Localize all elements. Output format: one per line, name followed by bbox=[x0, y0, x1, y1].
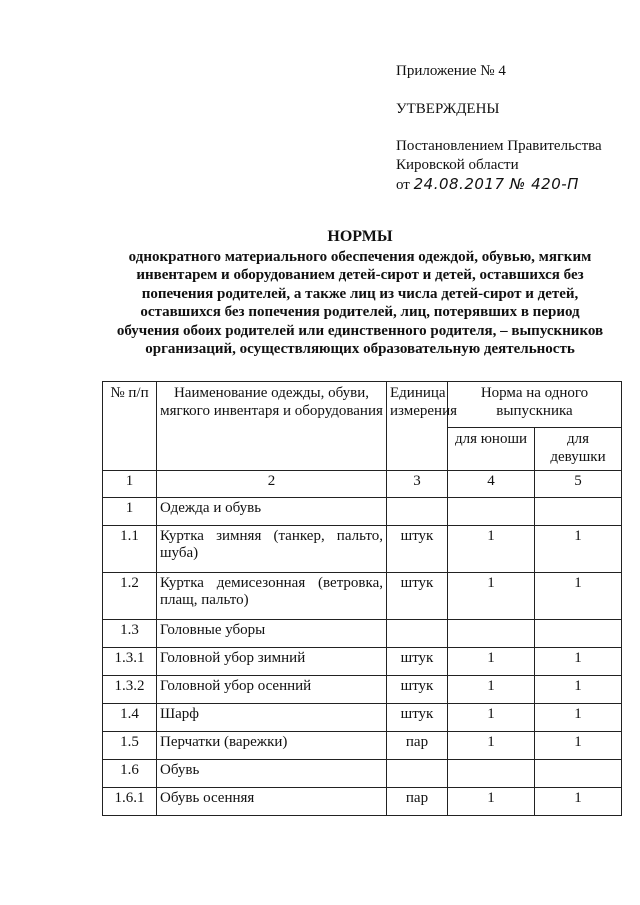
norms-table bbox=[102, 381, 622, 816]
row-name: Обувь bbox=[157, 760, 387, 788]
table-row bbox=[103, 498, 622, 526]
row-unit bbox=[387, 760, 448, 788]
approval-block bbox=[396, 62, 632, 195]
decree-line-2: Кировской области bbox=[396, 157, 519, 173]
row-name: Перчатки (варежки) bbox=[157, 732, 387, 760]
index-cell: 2 bbox=[157, 471, 387, 498]
row-num: 1.3.2 bbox=[103, 676, 157, 704]
row-girls: 1 bbox=[535, 788, 622, 816]
approved-label: УТВЕРЖДЕНЫ bbox=[396, 101, 500, 117]
row-unit: штук bbox=[387, 704, 448, 732]
row-unit bbox=[387, 620, 448, 648]
index-cell: 5 bbox=[535, 471, 622, 498]
row-num: 1.6.1 bbox=[103, 788, 157, 816]
column-index-row bbox=[103, 471, 622, 498]
row-name: Куртка зимняя (танкер, пальто, шуба) bbox=[157, 526, 387, 573]
row-boys bbox=[448, 620, 535, 648]
row-unit bbox=[387, 498, 448, 526]
subtitle-line: однократного материального обеспечения одеждой, обувью, мягким bbox=[128, 248, 592, 265]
row-num: 1.3 bbox=[103, 620, 157, 648]
table-row bbox=[103, 648, 622, 676]
index-cell: 3 bbox=[387, 471, 448, 498]
row-girls bbox=[535, 620, 622, 648]
subtitle-line: обучения обоих родителей или единственного родителя, – выпускников bbox=[116, 322, 604, 339]
row-unit: штук bbox=[387, 526, 448, 573]
header-girls: для девушки bbox=[535, 427, 622, 470]
row-girls: 1 bbox=[535, 704, 622, 732]
subtitle-line: инвентарем и оборудованием детей-сирот и детей, оставшихся без bbox=[136, 267, 584, 283]
row-unit: пар bbox=[387, 732, 448, 760]
index-cell: 1 bbox=[103, 471, 157, 498]
document-heading bbox=[100, 228, 620, 359]
header-boys: для юноши bbox=[448, 427, 535, 470]
row-name: Головной убор осенний bbox=[157, 676, 387, 704]
row-num: 1.6 bbox=[103, 760, 157, 788]
appendix-label: Приложение № 4 bbox=[396, 63, 506, 79]
header-name: Наименование одежды, обуви, мягкого инвентаря и оборудования bbox=[157, 382, 387, 471]
subtitle-line: оставшихся без попечения родителей, лиц, потерявших в период bbox=[140, 304, 580, 320]
row-boys: 1 bbox=[448, 526, 535, 573]
row-unit: штук bbox=[387, 573, 448, 620]
row-num: 1.3.1 bbox=[103, 648, 157, 676]
table-row bbox=[103, 760, 622, 788]
row-name: Головной убор зимний bbox=[157, 648, 387, 676]
subtitle-line: попечения родителей, а также лиц из числа детей-сирот и детей, bbox=[141, 285, 579, 302]
row-name: Обувь осенняя bbox=[157, 788, 387, 816]
row-name: Одежда и обувь bbox=[157, 498, 387, 526]
row-boys: 1 bbox=[448, 676, 535, 704]
row-girls bbox=[535, 760, 622, 788]
row-boys: 1 bbox=[448, 648, 535, 676]
row-boys: 1 bbox=[448, 732, 535, 760]
row-boys bbox=[448, 760, 535, 788]
table-row bbox=[103, 732, 622, 760]
row-girls: 1 bbox=[535, 573, 622, 620]
row-boys: 1 bbox=[448, 704, 535, 732]
row-girls: 1 bbox=[535, 648, 622, 676]
index-cell: 4 bbox=[448, 471, 535, 498]
table-header-row bbox=[103, 382, 622, 428]
table-row bbox=[103, 620, 622, 648]
row-unit: штук bbox=[387, 648, 448, 676]
table-row bbox=[103, 573, 622, 620]
table-row bbox=[103, 788, 622, 816]
row-girls: 1 bbox=[535, 732, 622, 760]
row-boys: 1 bbox=[448, 788, 535, 816]
handwritten-date-number: 24.08.2017 № 420-П bbox=[413, 175, 579, 193]
document-title: НОРМЫ bbox=[327, 228, 393, 245]
row-girls bbox=[535, 498, 622, 526]
subtitle-line: организаций, осуществляющих образовательную деятельность bbox=[145, 341, 575, 357]
row-num: 1.2 bbox=[103, 573, 157, 620]
row-num: 1 bbox=[103, 498, 157, 526]
row-name: Головные уборы bbox=[157, 620, 387, 648]
row-unit: пар bbox=[387, 788, 448, 816]
row-num: 1.1 bbox=[103, 526, 157, 573]
row-num: 1.4 bbox=[103, 704, 157, 732]
row-girls: 1 bbox=[535, 676, 622, 704]
header-num: № п/п bbox=[103, 382, 157, 471]
row-unit: штук bbox=[387, 676, 448, 704]
row-girls: 1 bbox=[535, 526, 622, 573]
header-norm: Норма на одного выпускника bbox=[448, 382, 622, 428]
row-num: 1.5 bbox=[103, 732, 157, 760]
row-name: Шарф bbox=[157, 704, 387, 732]
row-boys: 1 bbox=[448, 573, 535, 620]
table-row bbox=[103, 526, 622, 573]
row-name: Куртка демисезонная (ветровка, плащ, пальто) bbox=[157, 573, 387, 620]
table-row bbox=[103, 704, 622, 732]
decree-line-1: Постановлением Правительства bbox=[396, 138, 602, 154]
table-row bbox=[103, 676, 622, 704]
row-boys bbox=[448, 498, 535, 526]
decree-date bbox=[396, 175, 632, 195]
date-prefix: от bbox=[396, 177, 410, 193]
header-unit: Единица измерения bbox=[387, 382, 448, 471]
